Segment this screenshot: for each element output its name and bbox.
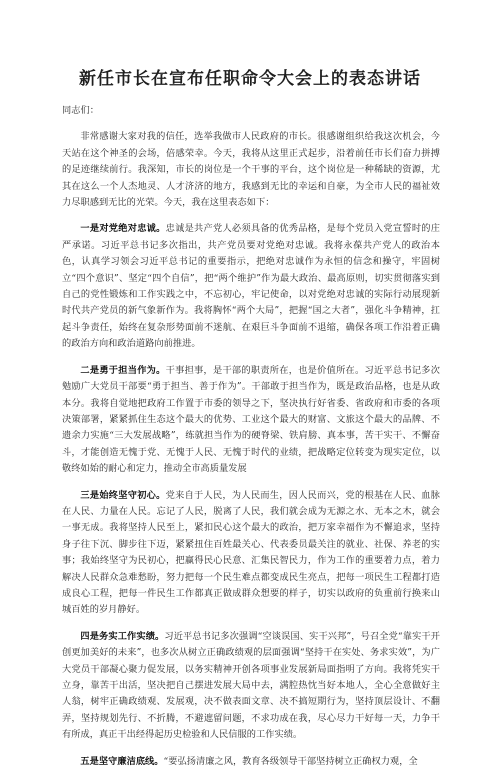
section-paragraph xyxy=(62,754,440,770)
section-text: 忠诚是共产党人必须具备的优秀品格，是每个党员入党宣誓时的庄严承诺。习近平总书记多次指出，共产党员要对党绝对忠诚。我将永葆共产党人的政治本色，认真学习领会习近平总书记的重要指示，把绝对忠诚作为永恒的信念和操守，牢固树立“四个意识”、坚定“四个自信”，把“两个维护”作为最大政治、最高原则，切实贯彻落实到自己的党性锻炼和工作实践之中，不忘初心，牢记使命，以对党绝对忠诚的实际行动展现新时代共产党员的新气象新作为。我将胸怀“两个大局”，把握“国之大者”，强化斗争精神，扛起斗争责任，始终在复杂形势面前不迷航、在艰巨斗争面前不退缩，确保各项工作沿着正确的政治方向和政治道路向前推进。 xyxy=(62,223,441,350)
document-title: 新任市长在宣布任职命令大会上的表态讲话 xyxy=(79,69,421,89)
section-lead: 三是始终坚守初心。 xyxy=(80,489,166,501)
document-body xyxy=(62,103,440,780)
intro-paragraph: 非常感谢大家对我的信任，选举我做市人民政府的市长。很感谢组织给我这次机会，今天站在这个神圣的会场，倍感荣幸。今天，我将从这里正式起步，沿着前任市长们奋力拼搏的足迹继续前行。我深知，市长的岗位是一个干事的平台，这个岗位是一种稀缺的资源，尤其在这么一个人杰地灵、人才济济的地方，我感到无比的幸运和自豪，为全市人民的福祉效力尽职感到无比的光荣。今天，我在这里表态如下： xyxy=(62,131,440,209)
section-paragraph xyxy=(62,363,440,478)
section-lead: 二是勇于担当作为。 xyxy=(80,364,166,376)
section-lead: 一是对党绝对忠诚。 xyxy=(80,223,166,235)
section-lead: 五是坚守廉洁底线。 xyxy=(80,755,164,767)
section-text: “要弘扬清廉之风，教育各级领导干部坚持树立正确权力观，全 xyxy=(163,755,418,767)
section-paragraph xyxy=(62,488,440,619)
section-text: 习近平总书记多次强调“空谈误国、实干兴邦”，号召全党“靠实干开创更加美好的未来”，也多次从树立正确政绩观的层面强调“坚持干在实处、务求实效”，为广大党员干部凝心聚力促发展，以务实精神开创各项事业发展新局面指明了方向。我将凭实干立身，靠苦干出活，坚决把自己摆进发展大局中去，满腔热忱当好本地人，全心全意做好主人翁，树牢正确政绩观、发展观，决不做表面文章、决不搞短期行为，坚持顶层设计、不翻弄，坚持规划先行、不折腾，不避遮留问题，不求功成在我，尽心尽力干好每一天，力争干有所成，真正干出经得起历史检验和人民信服的工作实绩。 xyxy=(62,630,441,741)
section-paragraph xyxy=(62,629,440,744)
section-paragraph xyxy=(62,221,440,352)
section-text: 党来自于人民，为人民而生，因人民而兴，党的根基在人民、血脉在人民、力量在人民。忘记了人民，脱离了人民，我们就会成为无源之水、无本之木，就会一事无成。我将坚持人民至上，紧扣民心这个最大的政治，把万家幸福作为不懈追求，坚持身子往下沉、脚步往下迈，紧紧扭住百姓最关心、代表委员最关注的就业、社保、养老的实事；我始终坚守为民初心，把赢得民心民意、汇集民智民力，作为工作的重要着力点，着力解决人民群众急难愁盼，努力把每一个民生难点都变成民生亮点，把每一项民生工程都打造成良心工程，把每一件民生工作都真正做成群众想要的样子，切实以政府的负重前行换来山城百姓的岁月静好。 xyxy=(62,489,441,616)
section-text: 干事担事，是干部的职责所在，也是价值所在。习近平总书记多次勉励广大党员干部要“勇于担当、善于作为”。干部敢于担当作为，既是政治品格，也是从政本分。我将自觉地把政府工作置于市委的领导之下，坚决执行好省委、省政府和市委的各项决策部署，紧紧抓住生态这个最大的优势、工业这个最大的财富、文旅这个最大的品牌、不遗余力实施“三大发展战略”，练就担当作为的硬脊梁、铁肩膀、真本事，苦干实干、不懈奋斗，才能创造无愧于党、无愧于人民、无愧于时代的业绩，把战略定位转变为现实定位，以敬终如始的耐心和定力，推动全市高质量发展 xyxy=(62,364,441,475)
salutation: 同志们： xyxy=(62,105,99,116)
section-lead: 四是务实工作实绩。 xyxy=(80,630,165,642)
